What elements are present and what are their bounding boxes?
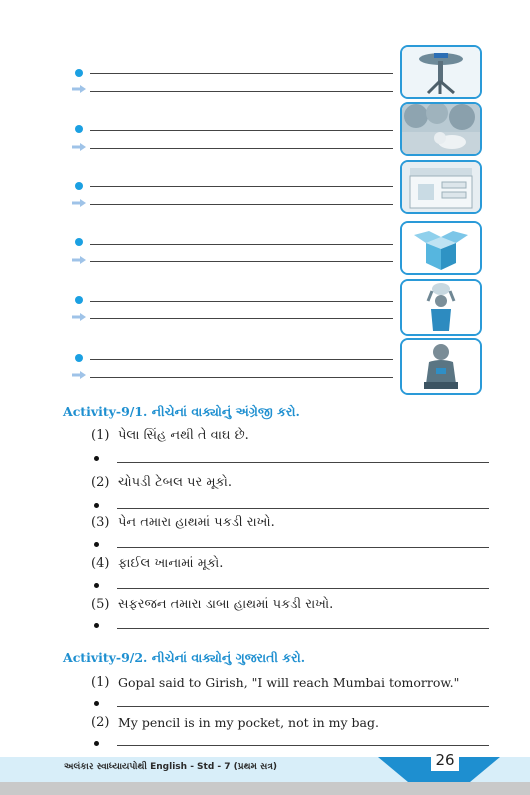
lion-in-jungle-icon [400,102,482,156]
question-number: (1) [91,428,110,443]
bullet-dot [75,182,83,190]
bullet-dot [94,701,99,706]
open-box-icon [400,221,482,275]
bullet-dot [94,456,99,461]
answer-line[interactable] [90,359,393,360]
question-number: (5) [91,597,110,612]
answer-line[interactable] [90,73,393,74]
question-text: ફાઈલ ખાનામાં મૂકો. [118,556,224,571]
answer-line[interactable] [90,148,393,149]
question-text: My pencil is in my pocket, not in my bag. [118,715,379,730]
footer-text: અલંકાર સ્વાધ્યાયપોથી English - Std - 7 (પ્રથમ સત્ર) [64,762,277,772]
question-text: પેન તમારા હાથમાં પકડી રાખો. [118,515,275,530]
answer-line[interactable] [90,301,393,302]
question-text: સફરજન તમારા ડાબા હાથમાં પકડી રાખો. [118,597,334,612]
arrow-icon [72,143,86,151]
answer-line[interactable] [90,377,393,378]
bullet-dot [75,354,83,362]
bullet-dot [75,69,83,77]
answer-line[interactable] [90,318,393,319]
boy-holding-pot-icon [400,279,482,336]
bullet-dot [94,623,99,628]
answer-line[interactable] [90,244,393,245]
answer-line[interactable] [117,628,489,629]
arrow-icon [72,371,86,379]
answer-line[interactable] [117,706,489,707]
activity-title: Activity-9/1. નીચેનાં વાક્યોનું અંગ્રેજી કરો. [63,404,300,419]
question-text: પેલા સિંહ નથી તે વાઘ છે. [118,428,249,443]
question-text: ચોપડી ટેબલ પર મૂકો. [118,475,233,490]
answer-line[interactable] [90,261,393,262]
bullet-dot [75,296,83,304]
activity-title: Activity-9/2. નીચેનાં વાક્યોનું ગુજરાતી કરો. [63,650,306,665]
arrow-icon [72,313,86,321]
answer-line[interactable] [90,130,393,131]
question-number: (2) [91,475,110,490]
question-number: (2) [91,715,110,730]
girl-in-chair-icon [400,338,482,395]
bullet-dot [94,583,99,588]
answer-line[interactable] [90,186,393,187]
answer-line[interactable] [117,462,489,463]
bullet-dot [94,741,99,746]
answer-line[interactable] [90,91,393,92]
question-number: (1) [91,675,110,690]
page-number: 26 [431,749,459,771]
bullet-dot [94,503,99,508]
bullet-dot [75,238,83,246]
arrow-icon [72,85,86,93]
arrow-icon [72,256,86,264]
question-text: Gopal said to Girish, "I will reach Mumbai tomorrow." [118,675,460,690]
question-number: (3) [91,515,110,530]
arrow-icon [72,199,86,207]
answer-line[interactable] [117,547,489,548]
answer-line[interactable] [117,745,489,746]
answer-line[interactable] [90,204,393,205]
answer-line[interactable] [117,588,489,589]
question-number: (4) [91,556,110,571]
bullet-dot [94,542,99,547]
answer-line[interactable] [117,508,489,509]
table-with-book-icon [400,45,482,99]
bullet-dot [75,125,83,133]
drawer-cabinet-icon [400,160,482,214]
